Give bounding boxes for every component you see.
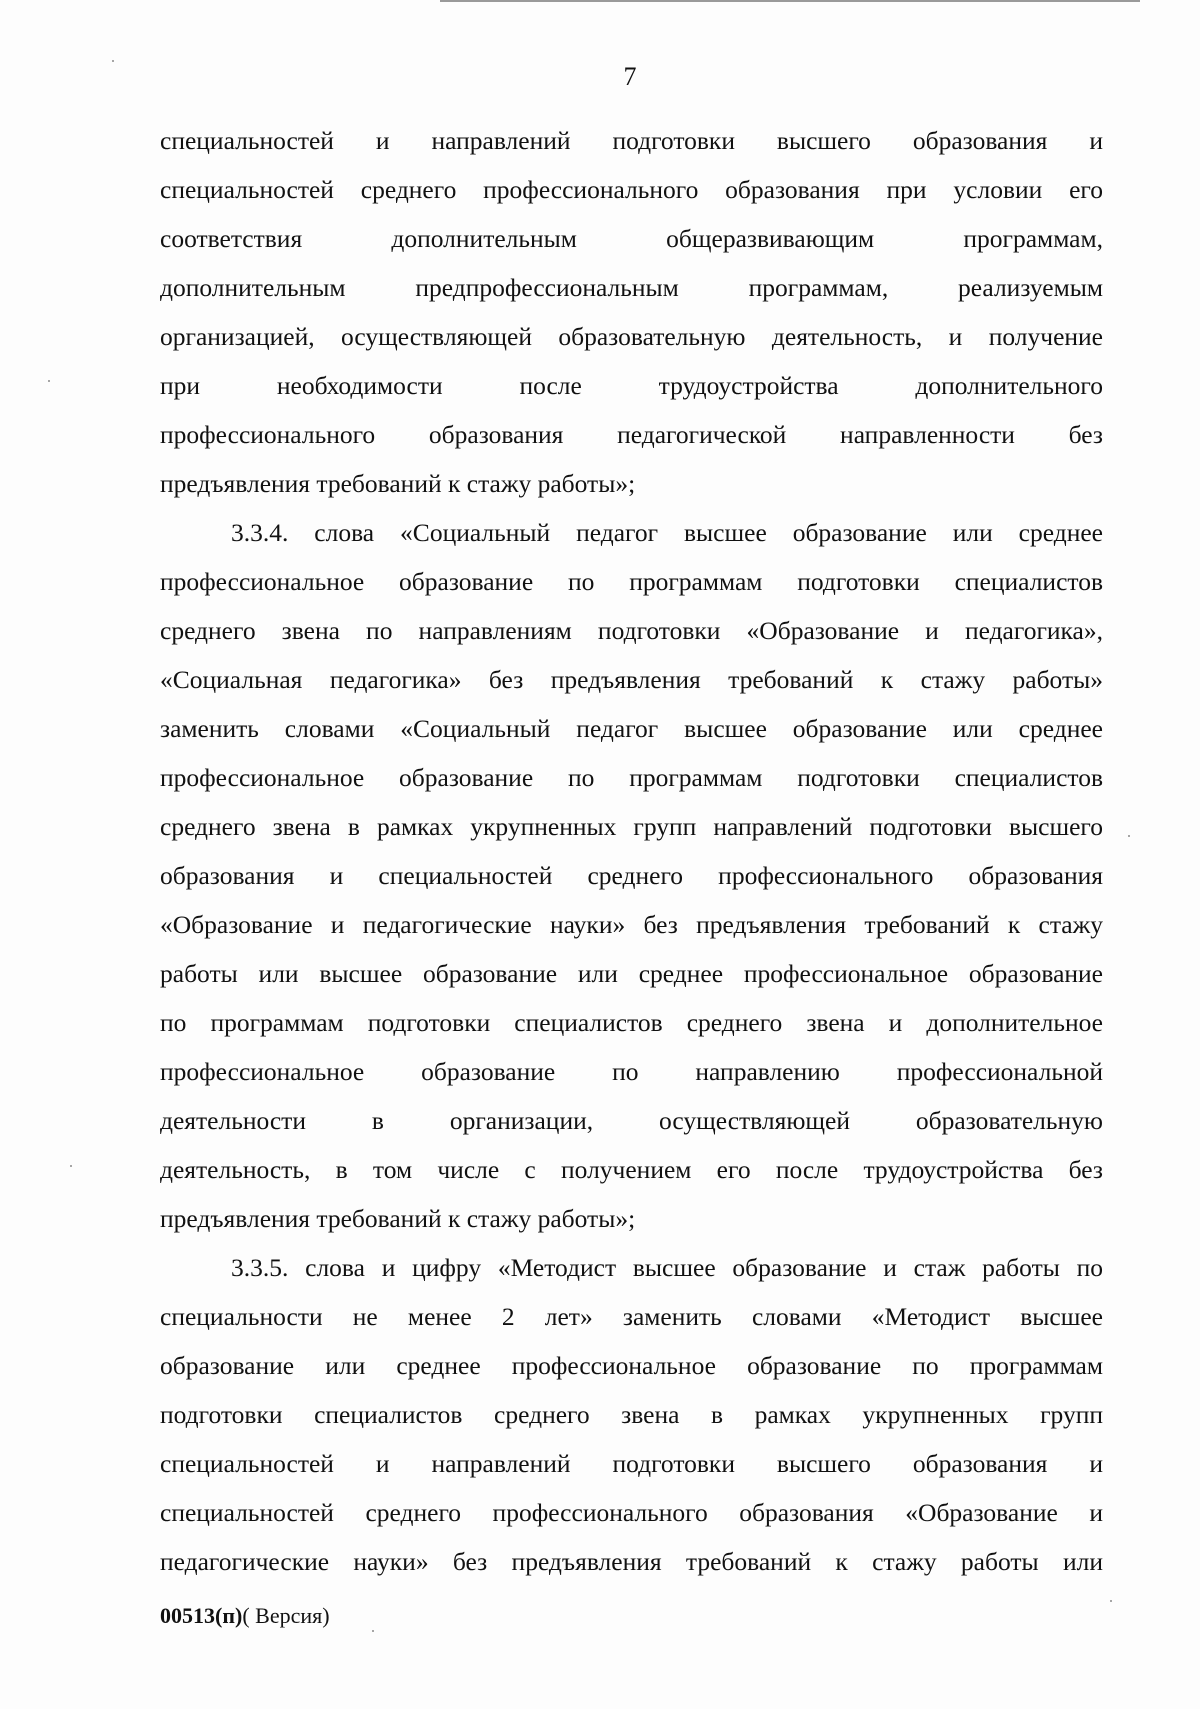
text-line: работы или высшее образование или среднее профессиональное образование bbox=[160, 959, 1103, 988]
text-line: профессионального образования педагогической направленности без bbox=[160, 420, 1103, 449]
text-line: соответствия дополнительным общеразвивающим программам, bbox=[160, 224, 1103, 253]
paragraph-3-3-5-start: 3.3.5. слова и цифру «Методист высшее образование и стаж работы по bbox=[231, 1253, 1103, 1282]
text-line: профессиональное образование по направлению профессиональной bbox=[160, 1057, 1103, 1086]
text-line: среднего звена в рамках укрупненных групп направлений подготовки высшего bbox=[160, 812, 1103, 841]
scan-speck bbox=[70, 1165, 72, 1167]
text-line: специальностей и направлений подготовки высшего образования и bbox=[160, 1449, 1103, 1478]
paragraph-3-3-4-start: 3.3.4. слова «Социальный педагог высшее образование или среднее bbox=[231, 518, 1103, 547]
document-body bbox=[160, 116, 1103, 1586]
text-line: специальности не менее 2 лет» заменить словами «Методист высшее bbox=[160, 1302, 1103, 1331]
scan-speck bbox=[112, 60, 114, 62]
text-line: «Образование и педагогические науки» без предъявления требований к стажу bbox=[160, 910, 1103, 939]
document-code: 00513(п) bbox=[160, 1603, 243, 1628]
text-line: подготовки специалистов среднего звена в рамках укрупненных групп bbox=[160, 1400, 1103, 1429]
text-line: образование или среднее профессиональное образование по программам bbox=[160, 1351, 1103, 1380]
document-footer bbox=[160, 1603, 330, 1629]
top-edge-line bbox=[440, 0, 1140, 2]
text-line: специальностей среднего профессионального образования «Образование и bbox=[160, 1498, 1103, 1527]
scan-speck bbox=[48, 380, 50, 382]
scan-speck bbox=[1128, 835, 1130, 837]
text-line: образования и специальностей среднего профессионального образования bbox=[160, 861, 1103, 890]
text-line: специальностей среднего профессионального образования при условии его bbox=[160, 175, 1103, 204]
text-line: предъявления требований к стажу работы»; bbox=[160, 469, 636, 498]
text-line: «Социальная педагогика» без предъявления требований к стажу работы» bbox=[160, 665, 1103, 694]
text-line: при необходимости после трудоустройства дополнительного bbox=[160, 371, 1103, 400]
text-line: заменить словами «Социальный педагог высшее образование или среднее bbox=[160, 714, 1103, 743]
text-line: дополнительным предпрофессиональным программам, реализуемым bbox=[160, 273, 1103, 302]
text-line: деятельность, в том числе с получением его после трудоустройства без bbox=[160, 1155, 1103, 1184]
text-line: по программам подготовки специалистов среднего звена и дополнительное bbox=[160, 1008, 1103, 1037]
text-line: профессиональное образование по программам подготовки специалистов bbox=[160, 763, 1103, 792]
text-line: организацией, осуществляющей образовательную деятельность, и получение bbox=[160, 322, 1103, 351]
scan-speck bbox=[372, 1630, 374, 1632]
page-number: 7 bbox=[623, 62, 637, 91]
document-version: ( Версия) bbox=[242, 1603, 330, 1628]
text-line: среднего звена по направлениям подготовки «Образование и педагогика», bbox=[160, 616, 1103, 645]
text-line: деятельности в организации, осуществляющей образовательную bbox=[160, 1106, 1103, 1135]
text-line: предъявления требований к стажу работы»; bbox=[160, 1204, 636, 1233]
text-line: специальностей и направлений подготовки высшего образования и bbox=[160, 126, 1103, 155]
scan-speck bbox=[1110, 1600, 1112, 1602]
text-line: педагогические науки» без предъявления требований к стажу работы или bbox=[160, 1547, 1103, 1576]
text-line: профессиональное образование по программам подготовки специалистов bbox=[160, 567, 1103, 596]
